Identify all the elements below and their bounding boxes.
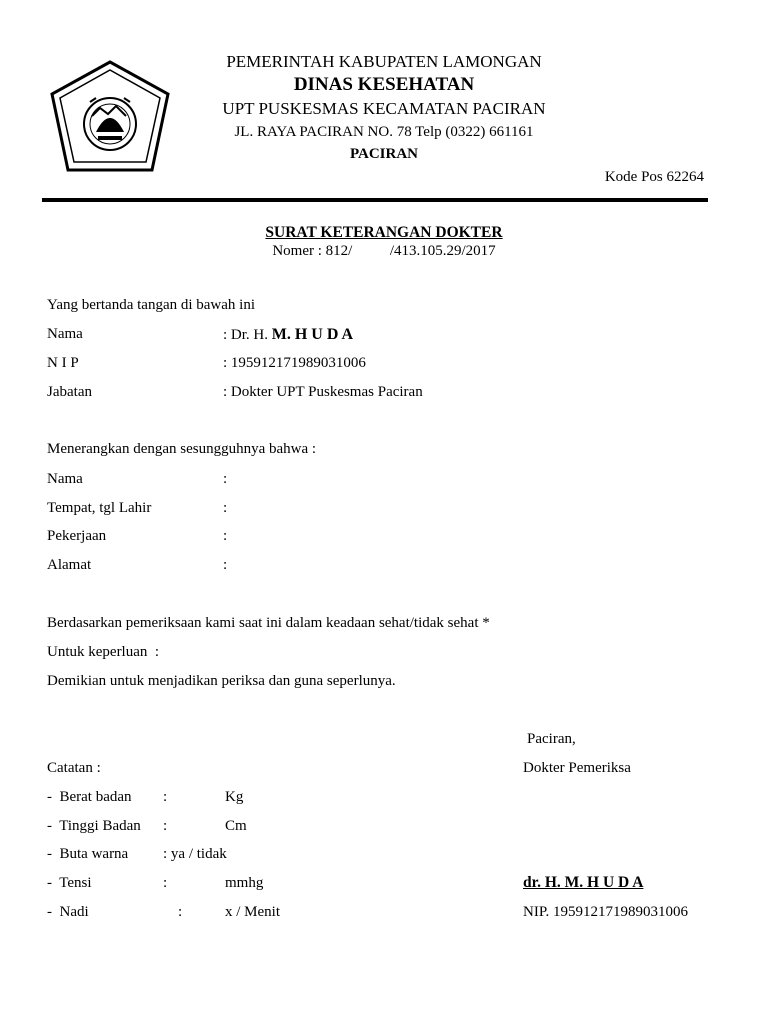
signer-position-label: Jabatan <box>47 384 92 400</box>
patient-name-value: : <box>223 471 228 487</box>
signature-nip: NIP. 195912171989031006 <box>523 904 689 920</box>
note-blood-pressure-label: - Tensi <box>47 875 92 891</box>
header-government: PEMERINTAH KABUPATEN LAMONGAN <box>226 52 542 71</box>
patient-birth-label: Tempat, tgl Lahir <box>47 500 152 516</box>
patient-job-value: : <box>223 528 228 544</box>
patient-address-label: Alamat <box>47 557 92 573</box>
note-weight-colon: : <box>163 789 168 805</box>
patient-birth-value: : <box>223 500 228 516</box>
note-pulse-colon: : <box>178 904 183 920</box>
signature-place: Paciran, <box>527 731 576 747</box>
note-blood-pressure-colon: : <box>163 875 168 891</box>
document-number: Nomer : 812/ /413.105.29/2017 <box>272 243 496 259</box>
statement-purpose: Untuk keperluan : <box>47 644 160 660</box>
statement-closing: Demikian untuk menjadikan periksa dan guna seperlunya. <box>47 673 396 689</box>
signer-name-value: : Dr. H. M. H U D A <box>223 326 354 343</box>
signer-name-label: Nama <box>47 326 83 342</box>
patient-intro: Menerangkan dengan sesungguhnya bahwa : <box>47 441 317 457</box>
header-city: PACIRAN <box>349 146 419 162</box>
note-weight-label: - Berat badan <box>47 789 132 805</box>
header-postcode: Kode Pos 62264 <box>604 169 704 185</box>
note-weight-unit: Kg <box>225 789 244 805</box>
document-title: SURAT KETERANGAN DOKTER <box>265 224 503 241</box>
signer-nip-label: N I P <box>47 355 79 371</box>
note-height-colon: : <box>163 818 168 834</box>
header-address: JL. RAYA PACIRAN NO. 78 Telp (0322) 661161 <box>234 124 534 140</box>
note-height-unit: Cm <box>225 818 247 834</box>
note-blood-pressure-unit: mmhg <box>225 875 264 891</box>
patient-address-value: : <box>223 557 228 573</box>
signature-name: dr. H. M. H U D A <box>523 874 644 891</box>
header-divider <box>42 198 708 202</box>
patient-job-label: Pekerjaan <box>47 528 107 544</box>
note-colorblind-value: : ya / tidak <box>163 846 227 862</box>
signer-position-value: : Dokter UPT Puskesmas Paciran <box>223 384 423 400</box>
signature-role: Dokter Pemeriksa <box>523 760 631 776</box>
signer-nip-value: : 195912171989031006 <box>223 355 366 371</box>
header-institution: UPT PUSKESMAS KECAMATAN PACIRAN <box>222 99 546 118</box>
statement-health: Berdasarkan pemeriksaan kami saat ini dalam keadaan sehat/tidak sehat * <box>47 615 490 631</box>
patient-name-label: Nama <box>47 471 83 487</box>
notes-title: Catatan : <box>47 760 101 776</box>
header-department: DINAS KESEHATAN <box>293 74 475 95</box>
note-colorblind-label: - Buta warna <box>47 846 129 862</box>
note-height-label: - Tinggi Badan <box>47 818 141 834</box>
note-pulse-unit: x / Menit <box>225 904 280 920</box>
signer-intro: Yang bertanda tangan di bawah ini <box>47 297 256 313</box>
note-pulse-label: - Nadi <box>47 904 89 920</box>
